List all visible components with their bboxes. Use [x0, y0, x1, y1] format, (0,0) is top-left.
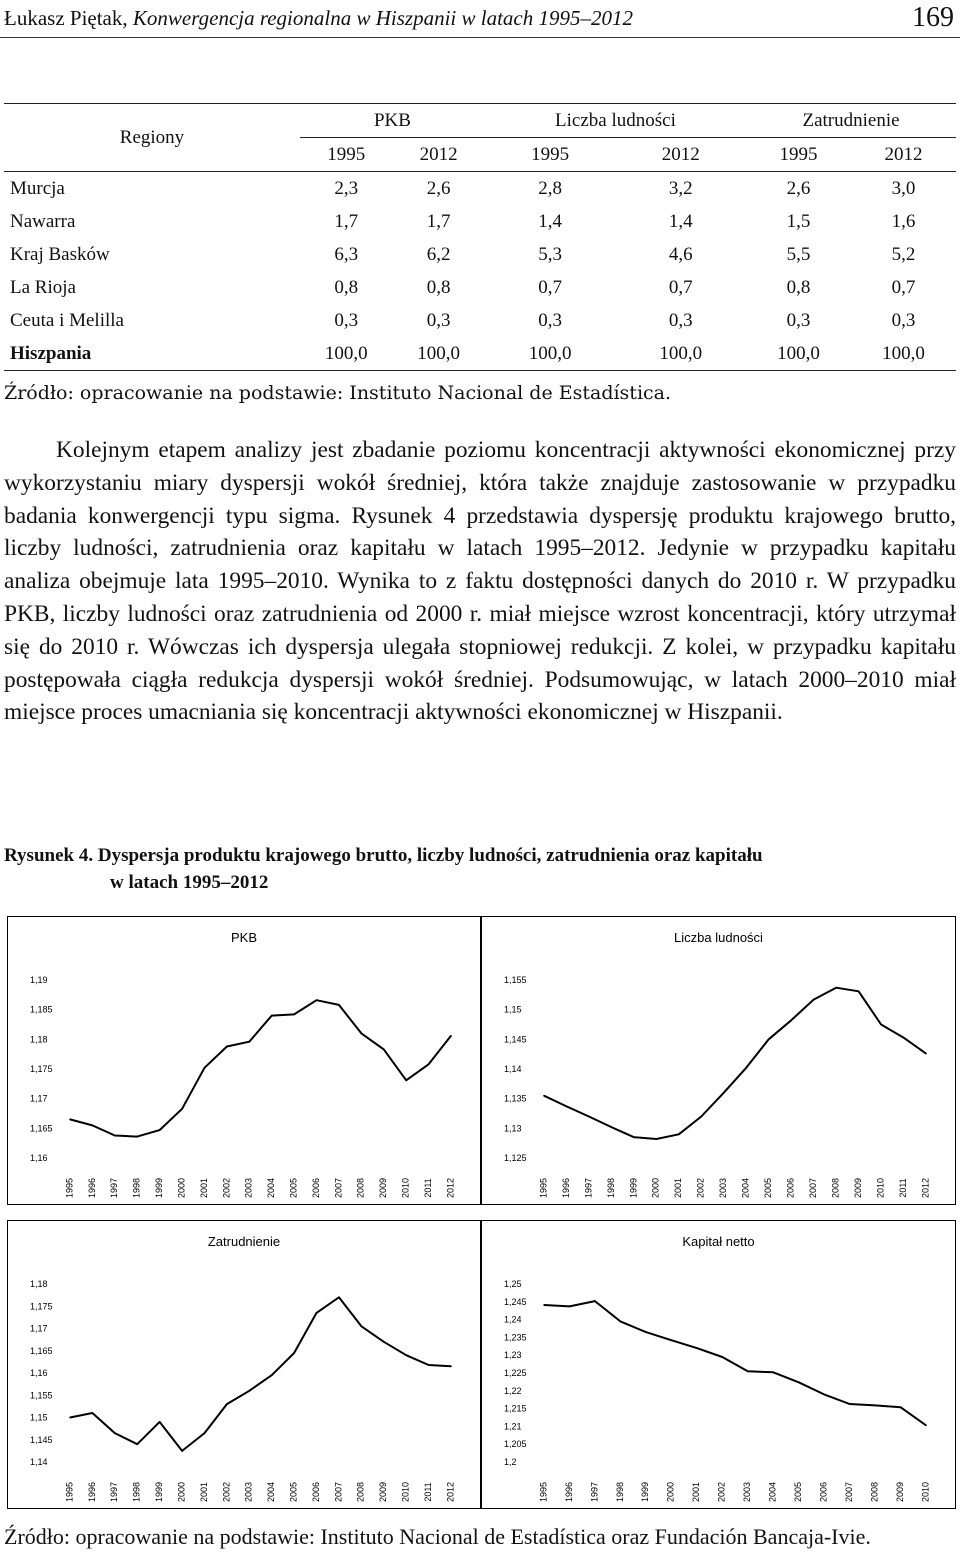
y-tick-label: 1,185: [30, 1004, 53, 1015]
x-tick-label: 2003: [243, 1481, 254, 1503]
x-tick-label: 1999: [154, 1177, 165, 1199]
value-cell: 0,7: [668, 276, 693, 298]
x-tick-label: 2010: [875, 1177, 886, 1199]
data-point: [620, 1321, 622, 1323]
value-cell: 100,0: [746, 337, 851, 371]
table-row: [4, 238, 956, 271]
data-point: [745, 1067, 747, 1069]
x-tick-label: 1998: [131, 1177, 142, 1199]
value-cell: 1,7: [334, 210, 359, 232]
chart-frame: [482, 917, 956, 1205]
x-tick-label: 2006: [310, 1481, 321, 1503]
x-tick-label: 2004: [266, 1177, 277, 1199]
data-point: [880, 1024, 882, 1026]
x-tick-label: 2009: [894, 1481, 905, 1503]
value-cell: 3,2: [668, 177, 693, 199]
data-point: [588, 1116, 590, 1118]
y-tick-label: 1,145: [504, 1034, 527, 1045]
data-point: [92, 1412, 94, 1414]
year-header: 2012: [884, 143, 923, 165]
y-tick-label: 1,15: [30, 1412, 48, 1423]
value-cell: 0,8: [426, 276, 451, 298]
x-tick-label: 1997: [589, 1481, 600, 1503]
data-point: [271, 1374, 273, 1376]
caption-line-2: w latach 1995–2012: [110, 872, 269, 893]
data-point: [656, 1138, 658, 1140]
x-tick-label: 2003: [718, 1177, 729, 1199]
x-tick-label: 2004: [266, 1481, 277, 1503]
data-point: [925, 1425, 927, 1427]
x-tick-label: 2002: [221, 1177, 232, 1199]
x-tick-label: 2001: [198, 1481, 209, 1503]
data-point: [696, 1347, 698, 1349]
data-point: [566, 1106, 568, 1108]
data-point: [136, 1443, 138, 1445]
value-cell: 0,7: [891, 276, 916, 298]
year-header: 1995: [531, 143, 570, 165]
x-tick-label: 2008: [355, 1481, 366, 1503]
data-point: [678, 1134, 680, 1136]
data-point: [204, 1432, 206, 1434]
x-tick-label: 2004: [767, 1481, 778, 1503]
table-row-total: [4, 337, 956, 371]
article-title: Konwergencja regionalna w Hiszpanii w latach 1995–2012: [132, 6, 633, 30]
chart-title: PKB: [230, 930, 258, 945]
y-tick-label: 1,135: [504, 1093, 527, 1104]
x-tick-label: 1999: [154, 1481, 165, 1503]
table-header-row: [4, 104, 956, 138]
caption-line-1: [4, 842, 956, 869]
x-tick-label: 2010: [400, 1177, 411, 1199]
data-point: [798, 1382, 800, 1384]
x-tick-label: 2007: [333, 1177, 344, 1199]
y-tick-label: 1,16: [30, 1153, 48, 1163]
group-header: Liczba ludności: [485, 104, 746, 138]
data-point: [405, 1080, 407, 1082]
value-cell: 2,6: [786, 177, 811, 199]
data-point: [747, 1370, 749, 1372]
value-cell: 1,6: [891, 210, 916, 232]
value-cell: 0,8: [786, 276, 811, 298]
caption-label: Rysunek 4.: [4, 845, 94, 866]
region-header: Regiony: [4, 104, 300, 172]
y-tick-label: 1,245: [504, 1296, 527, 1307]
x-tick-label: 2005: [288, 1177, 299, 1199]
data-point: [338, 1004, 340, 1006]
y-tick-label: 1,15: [504, 1004, 522, 1015]
y-tick-label: 1,23: [504, 1350, 522, 1361]
region-cell: Ceuta i Melilla: [10, 309, 124, 331]
data-point: [671, 1339, 673, 1341]
data-point: [569, 1306, 571, 1308]
x-tick-label: 2004: [740, 1177, 751, 1199]
header-rule: [0, 37, 960, 38]
x-tick-label: 1997: [583, 1177, 594, 1199]
y-tick-label: 1,165: [30, 1345, 53, 1356]
x-tick-label: 2007: [808, 1177, 819, 1199]
y-tick-label: 1,18: [30, 1279, 48, 1289]
region-cell: La Rioja: [10, 276, 76, 298]
chart-panel-kapital: [481, 1220, 956, 1509]
x-tick-label: 2011: [422, 1482, 433, 1502]
y-tick-label: 1,21: [504, 1421, 522, 1432]
y-tick-label: 1,14: [30, 1457, 48, 1467]
y-tick-label: 1,175: [30, 1064, 53, 1074]
body-paragraph: [4, 434, 956, 729]
x-tick-label: 2006: [818, 1481, 829, 1503]
y-tick-label: 1,155: [504, 975, 527, 985]
x-tick-label: 2000: [650, 1177, 661, 1199]
x-tick-label: 2007: [843, 1481, 854, 1503]
chart-panel-zatrudnienie: [7, 1220, 481, 1509]
data-point: [249, 1041, 251, 1043]
chart-ludnosc: [481, 916, 956, 1205]
value-cell: 6,3: [334, 243, 359, 265]
data-point: [136, 1136, 138, 1138]
value-cell: 5,5: [786, 243, 811, 265]
value-cell: 2,6: [426, 177, 451, 199]
x-tick-label: 2005: [288, 1481, 299, 1503]
value-cell: 0,3: [426, 309, 451, 331]
data-point: [114, 1135, 116, 1137]
value-cell: 5,3: [538, 243, 563, 265]
x-tick-label: 2011: [897, 1178, 908, 1198]
data-point: [69, 1119, 71, 1121]
data-point: [293, 1014, 295, 1016]
data-point: [849, 1403, 851, 1405]
figure-caption: [4, 842, 956, 896]
y-tick-label: 1,16: [30, 1368, 48, 1378]
x-tick-label: 2003: [243, 1177, 254, 1199]
value-cell: 1,4: [668, 210, 693, 232]
year-header: 1995: [779, 143, 818, 165]
y-tick-label: 1,13: [504, 1123, 522, 1134]
y-tick-label: 1,175: [30, 1301, 53, 1312]
year-header: 2012: [419, 143, 458, 165]
data-point: [900, 1406, 902, 1408]
data-point: [633, 1136, 635, 1138]
y-tick-label: 1,24: [504, 1314, 522, 1325]
x-tick-label: 2007: [333, 1481, 344, 1503]
value-cell: 0,3: [538, 309, 563, 331]
data-point: [611, 1126, 613, 1128]
value-cell: 0,3: [668, 309, 693, 331]
value-cell: 2,3: [334, 177, 359, 199]
chart-panel-ludnosc: [481, 916, 956, 1205]
value-cell: 100,0: [851, 337, 956, 371]
chart-frame: [8, 1221, 481, 1509]
x-tick-label: 1996: [560, 1177, 571, 1199]
paragraph-text: Kolejnym etapem analizy jest zbadanie poziomu koncentracji aktywności ekonomicznej przy wykorzystaniu miary dyspersji wokół średniej, która także znajduje zastosowanie w przypadku badania konwergencji typu sigma. Rysunek 4 przedstawia dyspersję produktu krajowego brutto, liczby ludności, zatrudnienia oraz kapitału w latach 1995–2012. Jedynie w przypadku kapitału analiza obejmuje lata 1995–2010. Wynika to z faktu dostępności danych do 2010 r. W przypadku PKB, liczby ludności oraz zatrudnienia od 2000 r. miał miejsce wzrost koncentracji, który utrzymał się do 2010 r. Wówczas ich dyspersja ulegała stopniowej redukcji. Z kolei, w przypadku kapitału postępowała ciągła redukcja dyspersji wokół średniej. Podsumowując, w latach 2000–2010 miał miejsce proces umacniania się koncentracji aktywności ekonomicznej w Hiszpanii.: [4, 437, 956, 726]
x-tick-label: 1995: [538, 1177, 549, 1199]
x-tick-label: 2005: [793, 1481, 804, 1503]
data-point: [701, 1116, 703, 1118]
value-cell: 100,0: [392, 337, 484, 371]
data-point: [790, 1020, 792, 1022]
x-tick-label: 2002: [695, 1177, 706, 1199]
x-tick-label: 2000: [665, 1481, 676, 1503]
x-tick-label: 2001: [673, 1177, 684, 1199]
data-point: [226, 1046, 228, 1048]
x-tick-label: 2002: [716, 1481, 727, 1503]
data-point: [903, 1037, 905, 1039]
y-tick-label: 1,2: [504, 1457, 517, 1467]
data-point: [722, 1356, 724, 1358]
data-point: [428, 1064, 430, 1066]
y-tick-label: 1,145: [30, 1434, 53, 1445]
y-tick-label: 1,22: [504, 1385, 522, 1396]
chart-frame: [8, 917, 481, 1205]
chart-title: Kapitał netto: [682, 1234, 755, 1249]
x-tick-label: 1997: [109, 1481, 120, 1503]
table-row: [4, 271, 956, 304]
value-cell: 0,8: [334, 276, 359, 298]
y-tick-label: 1,215: [504, 1403, 527, 1414]
y-tick-label: 1,19: [30, 975, 48, 985]
region-cell: Hiszpania: [4, 337, 300, 371]
data-point: [249, 1390, 251, 1392]
x-tick-label: 2009: [378, 1481, 389, 1503]
x-tick-label: 2000: [176, 1177, 187, 1199]
data-point: [723, 1092, 725, 1094]
value-cell: 4,6: [668, 243, 693, 265]
value-cell: 100,0: [300, 337, 392, 371]
regional-share-table: [4, 103, 956, 371]
x-tick-label: 2006: [310, 1177, 321, 1199]
x-tick-label: 2010: [400, 1481, 411, 1503]
value-cell: 6,2: [426, 243, 451, 265]
x-tick-label: 2005: [763, 1177, 774, 1199]
chart-title: Liczba ludności: [674, 930, 763, 945]
group-header: Zatrudnienie: [746, 104, 956, 138]
value-cell: 0,7: [538, 276, 563, 298]
chart-frame: [482, 1221, 956, 1509]
x-tick-label: 2012: [445, 1481, 456, 1503]
data-point: [361, 1033, 363, 1035]
page-number: 169: [912, 2, 954, 33]
value-cell: 2,8: [538, 177, 563, 199]
data-point: [772, 1372, 774, 1374]
data-point: [543, 1304, 545, 1306]
x-tick-label: 2000: [176, 1481, 187, 1503]
data-point: [338, 1297, 340, 1299]
y-tick-label: 1,125: [504, 1153, 527, 1163]
data-point: [271, 1015, 273, 1017]
x-tick-label: 1996: [86, 1177, 97, 1199]
x-tick-label: 1999: [640, 1481, 651, 1503]
data-point: [383, 1341, 385, 1343]
data-point: [361, 1326, 363, 1328]
y-tick-label: 1,17: [30, 1323, 48, 1334]
x-tick-label: 1995: [64, 1481, 75, 1503]
figure-source: Źródło: opracowanie na podstawie: Instituto Nacional de Estadística oraz Fundación Bancaja-Ivie.: [4, 1524, 871, 1549]
data-point: [543, 1095, 545, 1097]
x-tick-label: 1996: [86, 1481, 97, 1503]
data-point: [114, 1432, 116, 1434]
data-point: [181, 1450, 183, 1452]
x-tick-label: 1999: [628, 1177, 639, 1199]
data-point: [813, 999, 815, 1001]
x-tick-label: 1995: [64, 1177, 75, 1199]
data-point: [69, 1417, 71, 1419]
caption-text: Dyspersja produktu krajowego brutto, liczby ludności, zatrudnienia oraz kapitału: [97, 845, 763, 866]
data-point: [293, 1352, 295, 1354]
year-header: 1995: [327, 143, 366, 165]
region-cell: Nawarra: [10, 210, 76, 232]
table-row: [4, 304, 956, 337]
data-point: [204, 1067, 206, 1069]
data-point: [835, 987, 837, 989]
y-tick-label: 1,225: [504, 1368, 527, 1378]
y-tick-label: 1,155: [30, 1390, 53, 1401]
x-tick-label: 2012: [445, 1177, 456, 1199]
y-tick-label: 1,18: [30, 1034, 48, 1045]
value-cell: 0,3: [891, 309, 916, 331]
data-point: [383, 1049, 385, 1051]
chart-zatrudnienie: [7, 1220, 481, 1509]
value-cell: 3,0: [891, 177, 916, 199]
x-tick-label: 1997: [109, 1177, 120, 1199]
data-point: [450, 1035, 452, 1037]
data-point: [316, 999, 318, 1001]
chart-title: Zatrudnienie: [207, 1234, 281, 1249]
value-cell: 1,5: [786, 210, 811, 232]
data-point: [874, 1405, 876, 1407]
x-tick-label: 1996: [563, 1481, 574, 1503]
table-row: [4, 205, 956, 238]
x-tick-label: 2009: [378, 1177, 389, 1199]
author-name: Łukasz Piętak,: [4, 6, 128, 30]
y-tick-label: 1,25: [504, 1279, 522, 1289]
x-tick-label: 2001: [691, 1481, 702, 1503]
data-point: [428, 1364, 430, 1366]
x-tick-label: 2008: [830, 1177, 841, 1199]
value-cell: 1,7: [426, 210, 451, 232]
value-cell: 0,3: [334, 309, 359, 331]
data-point: [181, 1108, 183, 1110]
group-header: PKB: [300, 104, 485, 138]
y-tick-label: 1,235: [504, 1332, 527, 1343]
data-point: [92, 1125, 94, 1127]
data-point: [159, 1129, 161, 1131]
value-cell: 5,2: [891, 243, 916, 265]
data-point: [316, 1312, 318, 1314]
y-tick-label: 1,17: [30, 1093, 48, 1104]
data-point: [858, 991, 860, 993]
x-tick-label: 2008: [869, 1481, 880, 1503]
x-tick-label: 2010: [920, 1481, 931, 1503]
x-tick-label: 2008: [355, 1177, 366, 1199]
x-tick-label: 2011: [422, 1178, 433, 1198]
data-point: [405, 1354, 407, 1356]
data-point: [645, 1331, 647, 1333]
table-source: Źródło: opracowanie na podstawie: Instituto Nacional de Estadística.: [4, 382, 672, 404]
data-point: [768, 1039, 770, 1041]
y-tick-label: 1,165: [30, 1123, 53, 1134]
x-tick-label: 1998: [131, 1481, 142, 1503]
x-tick-label: 2002: [221, 1481, 232, 1503]
chart-panel-pkb: [7, 916, 481, 1205]
x-tick-label: 2001: [198, 1177, 209, 1199]
data-point: [925, 1053, 927, 1055]
x-tick-label: 1998: [605, 1177, 616, 1199]
y-tick-label: 1,14: [504, 1064, 522, 1074]
chart-pkb: [7, 916, 481, 1205]
running-title: [4, 6, 633, 31]
x-tick-label: 1998: [614, 1481, 625, 1503]
x-tick-label: 2012: [920, 1177, 931, 1199]
data-point: [226, 1403, 228, 1405]
data-point: [594, 1300, 596, 1302]
year-header: 2012: [661, 143, 700, 165]
region-cell: Murcja: [10, 177, 65, 199]
value-cell: 100,0: [485, 337, 616, 371]
chart-kapital: [481, 1220, 956, 1509]
data-point: [159, 1421, 161, 1423]
region-cell: Kraj Basków: [10, 243, 110, 265]
x-tick-label: 2009: [852, 1177, 863, 1199]
table-row: [4, 172, 956, 206]
value-cell: 1,4: [538, 210, 563, 232]
value-cell: 0,3: [786, 309, 811, 331]
page-header: [0, 0, 960, 42]
data-point: [450, 1366, 452, 1368]
y-tick-label: 1,205: [504, 1439, 527, 1450]
x-tick-label: 1995: [538, 1481, 549, 1503]
x-tick-label: 2006: [785, 1177, 796, 1199]
x-tick-label: 2003: [742, 1481, 753, 1503]
data-point: [823, 1394, 825, 1396]
value-cell: 100,0: [615, 337, 746, 371]
